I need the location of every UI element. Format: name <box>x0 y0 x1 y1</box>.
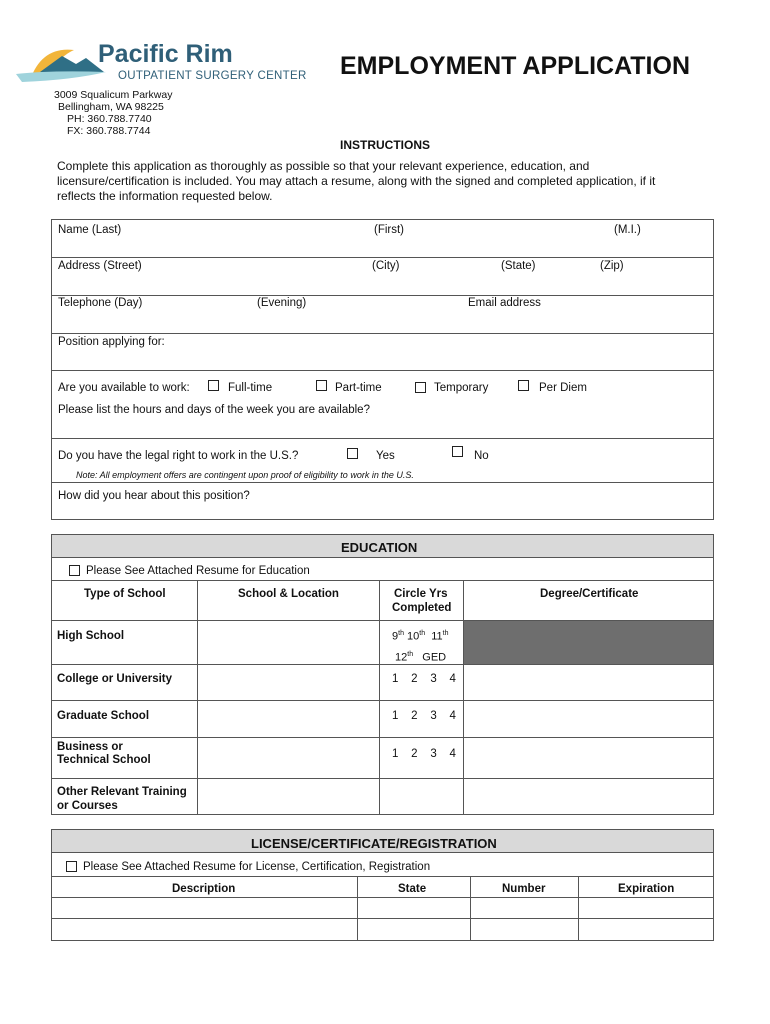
high-school-degree-shade <box>464 621 713 664</box>
legal-yes-label: Yes <box>376 450 395 462</box>
email-field[interactable]: Email address <box>468 297 541 309</box>
address-zip-field[interactable]: (Zip) <box>600 260 624 272</box>
col-years: Circle Yrs <box>394 588 448 600</box>
address-state-field[interactable]: (State) <box>501 260 536 272</box>
license-resume-label: Please See Attached Resume for License, Certification, Registration <box>83 861 431 873</box>
logo <box>12 40 312 90</box>
education-resume-checkbox[interactable] <box>69 565 80 576</box>
logo-subtitle: OUTPATIENT SURGERY CENTER <box>118 70 307 82</box>
instructions-heading: INSTRUCTIONS <box>340 138 430 152</box>
license-heading: LICENSE/CERTIFICATE/REGISTRATION <box>251 836 497 851</box>
col-state: State <box>398 883 427 895</box>
hours-field[interactable]: Please list the hours and days of the week you are available? <box>58 404 370 416</box>
high-school-label: High School <box>57 630 125 642</box>
page-title: EMPLOYMENT APPLICATION <box>340 52 690 80</box>
temporary-label: Temporary <box>434 382 489 394</box>
col-expiration: Expiration <box>618 883 675 895</box>
address-street-field[interactable]: Address (Street) <box>58 260 142 272</box>
parttime-checkbox[interactable] <box>316 380 327 391</box>
availability-label: Are you available to work: <box>58 382 190 394</box>
perdiem-checkbox[interactable] <box>518 380 529 391</box>
instructions-line: Complete this application as thoroughly as possible so that your relevant experience, education, and <box>57 159 590 173</box>
logo-name: Pacific Rim <box>98 40 233 68</box>
college-years[interactable]: 1 2 3 4 <box>392 673 456 685</box>
business-years[interactable]: 1 2 3 4 <box>392 748 456 760</box>
legal-yes-checkbox[interactable] <box>347 448 358 459</box>
position-field[interactable]: Position applying for: <box>58 336 165 348</box>
fulltime-checkbox[interactable] <box>208 380 219 391</box>
instructions-line: reflects the information requested below. <box>57 189 273 203</box>
col-years: Completed <box>392 602 452 614</box>
logo-mark-icon <box>12 42 112 86</box>
business-label: Business or <box>57 741 123 753</box>
technical-label: Technical School <box>57 754 151 766</box>
hear-about-field[interactable]: How did you hear about this position? <box>58 490 250 502</box>
perdiem-label: Per Diem <box>539 382 587 394</box>
telephone-day-field[interactable]: Telephone (Day) <box>58 297 143 309</box>
name-first-field[interactable]: (First) <box>374 224 405 236</box>
eligibility-note: Note: All employment offers are contingent upon proof of eligibility to work in the U.S. <box>76 470 414 480</box>
legal-right-label: Do you have the legal right to work in the U.S.? <box>58 450 299 462</box>
license-resume-checkbox[interactable] <box>66 861 77 872</box>
instructions-line: licensure/certification is included. You may attach a resume, along with the signed and completed application, if it <box>57 174 656 188</box>
address-street: 3009 Squalicum Parkway <box>54 89 173 101</box>
col-type-of-school: Type of School <box>84 588 166 600</box>
temporary-checkbox[interactable] <box>415 382 426 393</box>
col-number: Number <box>502 883 546 895</box>
high-school-years[interactable]: 9th 10th 11th <box>392 630 449 643</box>
name-mi-field[interactable]: (M.I.) <box>614 224 641 236</box>
legal-no-label: No <box>474 450 489 462</box>
legal-no-checkbox[interactable] <box>452 446 463 457</box>
college-label: College or University <box>57 673 173 685</box>
parttime-label: Part-time <box>335 382 382 394</box>
education-heading: EDUCATION <box>341 540 418 555</box>
address-city-field[interactable]: (City) <box>372 260 400 272</box>
name-last-field[interactable]: Name (Last) <box>58 224 122 236</box>
other-training-label: Other Relevant Training <box>57 786 187 798</box>
other-courses-label: or Courses <box>57 800 118 812</box>
graduate-years[interactable]: 1 2 3 4 <box>392 710 456 722</box>
address-city: Bellingham, WA 98225 <box>58 101 164 113</box>
graduate-label: Graduate School <box>57 710 150 722</box>
col-degree: Degree/Certificate <box>540 588 639 600</box>
col-school-location: School & Location <box>238 588 339 600</box>
address-phone: PH: 360.788.7740 <box>67 113 152 125</box>
col-description: Description <box>172 883 236 895</box>
telephone-evening-field[interactable]: (Evening) <box>257 297 307 309</box>
address-fax: FX: 360.788.7744 <box>67 125 151 137</box>
high-school-years-ged[interactable]: 12th GED <box>395 651 447 664</box>
education-resume-label: Please See Attached Resume for Education <box>86 565 310 577</box>
fulltime-label: Full-time <box>228 382 273 394</box>
